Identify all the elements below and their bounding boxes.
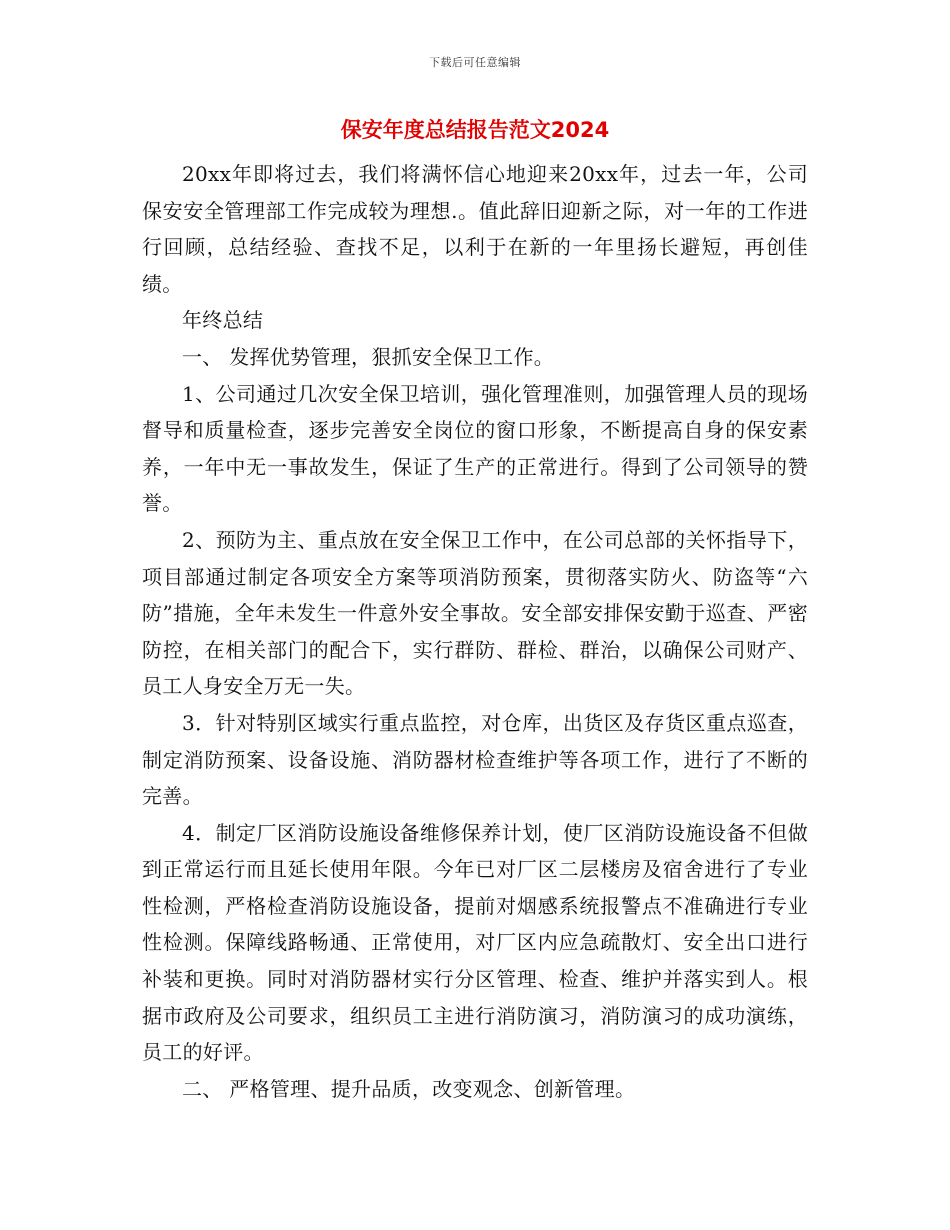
document-title: 保安年度总结报告范文2024 [340,118,610,142]
paragraph-heading-two: 二、 严格管理、提升品质，改变观念、创新管理。 [182,1076,636,1101]
paragraph-item-3: 3．针对特别区域实行重点监控，对仓库，出货区及存货区重点巡查，制定消防预案、设备设施、消防器材检查维护等各项工作，进行了不断的完善。 [142,710,808,809]
paragraph-item-2: 2、预防为主、重点放在安全保卫工作中，在公司总部的关怀指导下，项目部通过制定各项安全方案等项消防预案，贯彻落实防火、防盗等“六防”措施，全年未发生一件意外安全事故。安全部安排保安勤于巡查、严密防控，在相关部门的配合下，实行群防、群检、群治，以确保公司财产、员工人身安全万无一失。 [142,527,808,699]
paragraph-section-label: 年终总结 [182,308,264,333]
document-body [142,156,808,1107]
header-note: 下载后可任意编辑 [429,56,521,69]
paragraph-intro: 20xx年即将过去，我们将满怀信心地迎来20xx年，过去一年，公司保安安全管理部工作完成较为理想.。值此辞旧迎新之际，对一年的工作进行回顾，总结经验、查找不足，以利于在新的一年里扬长避短，再创佳绩。 [142,162,808,296]
paragraph-item-1: 1、公司通过几次安全保卫培训，强化管理准则，加强管理人员的现场督导和质量检查，逐步完善安全岗位的窗口形象，不断提高自身的保安素养，一年中无一事故发生，保证了生产的正常进行。得到了公司领导的赞誉。 [142,381,808,516]
paragraph-item-4: 4．制定厂区消防设施设备维修保养计划，使厂区消防设施设备不但做到正常运行而且延长使用年限。今年已对厂区二层楼房及宿舍进行了专业性检测，严格检查消防设施设备，提前对烟感系统报警点不准确进行专业性检测。保障线路畅通、正常使用，对厂区内应急疏散灯、安全出口进行补装和更换。同时对消防器材实行分区管理、检查、维护并落实到人。根据市政府及公司要求，组织员工主进行消防演习，消防演习的成功演练，员工的好评。 [142,820,808,1065]
paragraph-heading-one: 一、 发挥优势管理，狠抓安全保卫工作。 [182,344,555,369]
